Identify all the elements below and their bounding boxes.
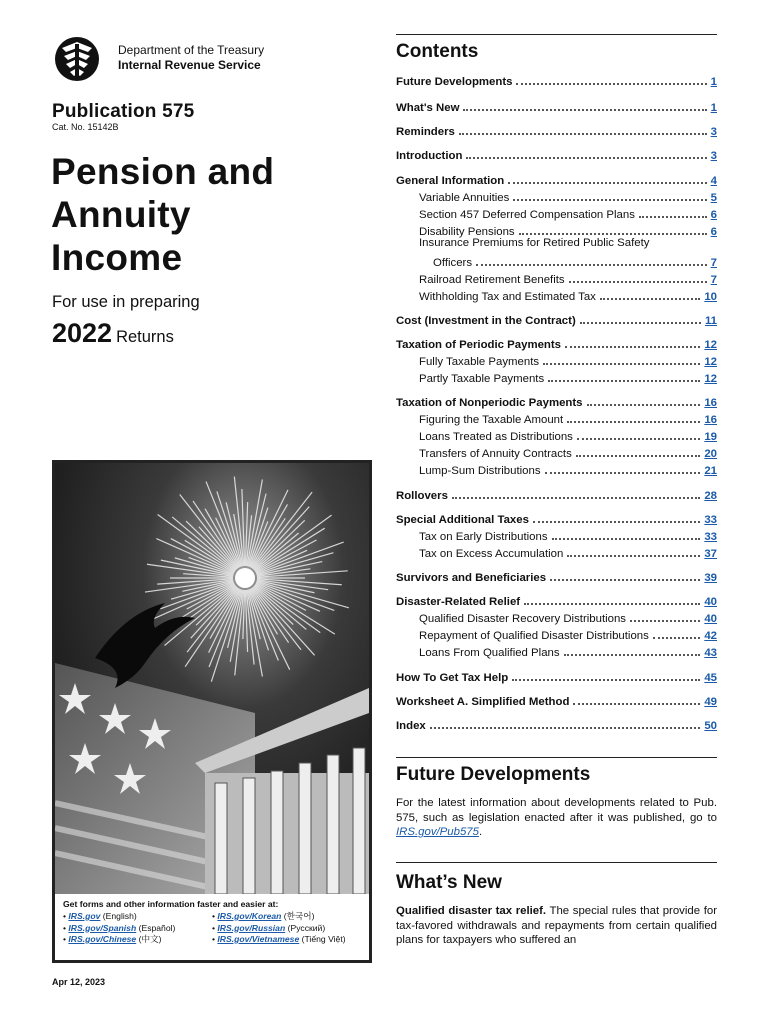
whats-new-heading: What’s New (396, 872, 502, 893)
dot-leader (459, 133, 707, 135)
toc-entry-label: General Information (396, 175, 508, 187)
toc-entry-label: Special Additional Taxes (396, 514, 533, 526)
toc-entry[interactable] (396, 444, 717, 460)
dot-leader (548, 380, 700, 382)
toc-entry-label: Loans From Qualified Plans (396, 647, 564, 659)
toc-page-link[interactable]: 5 (710, 192, 717, 204)
language-label: (Русский) (287, 922, 326, 933)
toc-entry-label: Insurance Premiums for Retired Public Safety (419, 237, 650, 249)
toc-entry-label: Repayment of Qualified Disaster Distributions (396, 630, 653, 642)
forms-link-item: • IRS.gov/Spanish (Español) (63, 922, 176, 933)
whats-new-lead: Qualified disaster tax relief. (396, 905, 547, 917)
toc-entry[interactable] (396, 410, 717, 426)
toc-page-link[interactable]: 37 (704, 548, 717, 560)
toc-entry[interactable] (396, 188, 717, 204)
dot-leader (508, 182, 706, 184)
toc-entry-label: Officers (396, 257, 476, 269)
toc-page-link[interactable]: 10 (704, 291, 717, 303)
dot-leader (430, 727, 701, 729)
year-value: 2022 (52, 318, 113, 348)
toc-page-link[interactable]: 40 (704, 613, 717, 625)
toc-entry[interactable] (396, 335, 717, 351)
toc-page-link[interactable]: 42 (704, 630, 717, 642)
toc-entry[interactable] (396, 592, 717, 608)
toc-page-link[interactable]: 12 (704, 373, 717, 385)
toc-page-link[interactable]: 40 (704, 596, 717, 608)
toc-entry[interactable] (396, 510, 717, 526)
dot-leader (587, 404, 701, 406)
dot-leader (552, 538, 701, 540)
toc-page-link[interactable]: 49 (704, 696, 717, 708)
toc-entry[interactable] (396, 287, 717, 303)
toc-entry-label: Survivors and Beneficiaries (396, 572, 550, 584)
forms-link-item: • IRS.gov (English) (63, 911, 137, 921)
toc-entry-label: Railroad Retirement Benefits (396, 274, 569, 286)
toc-entry-label: Reminders (396, 126, 459, 138)
irs-gov-link[interactable]: IRS.gov (68, 911, 101, 921)
irs-gov-spanish-link[interactable]: IRS.gov/Spanish (68, 922, 137, 933)
period: . (478, 826, 483, 839)
toc-page-link[interactable]: 7 (710, 257, 717, 269)
dot-leader (545, 472, 701, 474)
department-name: Department of the Treasury (118, 43, 265, 57)
toc-entry-label: Taxation of Periodic Payments (396, 339, 565, 351)
dot-leader (569, 281, 707, 283)
toc-entry[interactable] (396, 171, 717, 187)
toc-page-link[interactable]: 45 (704, 672, 717, 684)
toc-page-link[interactable]: 3 (710, 126, 717, 138)
toc-entry-label: Transfers of Annuity Contracts (396, 448, 576, 460)
toc-entry[interactable] (396, 393, 717, 409)
dot-leader (463, 109, 706, 111)
language-label: (Español) (138, 922, 176, 933)
toc-entry[interactable] (396, 544, 717, 560)
toc-entry[interactable] (396, 369, 717, 385)
toc-page-link[interactable]: 33 (704, 514, 717, 526)
forms-info-box (55, 894, 369, 960)
toc-page-link[interactable]: 39 (704, 572, 717, 584)
toc-page-link[interactable]: 4 (710, 175, 717, 187)
toc-entry-label: Worksheet A. Simplified Method (396, 696, 573, 708)
dot-leader (639, 216, 707, 218)
cover-illustration (52, 460, 372, 963)
dot-leader (576, 455, 701, 457)
dot-leader (567, 421, 700, 423)
dot-leader (550, 579, 700, 581)
dot-leader (564, 654, 701, 656)
dot-leader (466, 157, 706, 159)
tax-year (52, 318, 174, 349)
toc-page-link[interactable]: 19 (704, 431, 717, 443)
forms-heading: Get forms and other information faster and easier at: (63, 899, 279, 909)
dot-leader (580, 322, 701, 324)
divider (396, 757, 717, 758)
toc-entry[interactable] (396, 527, 717, 543)
dot-leader (524, 603, 700, 605)
forms-link-item: • IRS.gov/Vietnamese (Tiếng Việt) (212, 934, 346, 944)
toc-entry[interactable] (396, 98, 717, 114)
toc-entry-label: Figuring the Taxable Amount (396, 414, 567, 426)
toc-entry-label: Rollovers (396, 490, 452, 502)
toc-entry[interactable] (396, 222, 717, 238)
agency-name: Internal Revenue Service (118, 58, 261, 72)
dot-leader (565, 346, 700, 348)
toc-page-link[interactable]: 43 (704, 647, 717, 659)
toc-page-link[interactable]: 11 (704, 315, 717, 327)
pub575-link[interactable]: IRS.gov/Pub575 (396, 826, 479, 839)
toc-entry-label: Fully Taxable Payments (396, 356, 543, 368)
toc-entry-label: What's New (396, 102, 463, 114)
dot-leader (516, 83, 706, 85)
toc-entry-label: How To Get Tax Help (396, 672, 512, 684)
publication-title (51, 150, 274, 279)
catalog-number: Cat. No. 15142B (52, 122, 119, 132)
toc-entry[interactable] (396, 72, 717, 88)
toc-entry-label: Lump-Sum Distributions (396, 465, 545, 477)
dot-leader (600, 298, 700, 300)
toc-page-link[interactable]: 12 (704, 339, 717, 351)
toc-entry[interactable] (396, 626, 717, 642)
toc-page-link[interactable]: 6 (710, 226, 717, 238)
dot-leader (519, 233, 707, 235)
toc-page-link[interactable]: 7 (710, 274, 717, 286)
language-label: (한국어) (283, 911, 315, 921)
toc-entry-label: Disability Pensions (396, 226, 519, 238)
toc-page-link[interactable]: 1 (710, 102, 717, 114)
irs-gov-chinese-link[interactable]: IRS.gov/Chinese (68, 934, 137, 944)
language-label: (English) (102, 911, 137, 921)
dot-leader (476, 264, 707, 266)
revision-date: Apr 12, 2023 (52, 977, 106, 987)
department-heading (118, 43, 264, 73)
dot-leader (573, 703, 700, 705)
dot-leader (533, 521, 700, 523)
toc-entry-label: Taxation of Nonperiodic Payments (396, 397, 587, 409)
forms-link-item: • IRS.gov/Korean (한국어) (212, 911, 315, 921)
toc-entry-label: Tax on Early Distributions (396, 531, 552, 543)
irs-eagle-icon (52, 36, 102, 82)
irs-gov-korean-link[interactable]: IRS.gov/Korean (217, 911, 282, 921)
irs-gov-vietnamese-link[interactable]: IRS.gov/Vietnamese (217, 934, 300, 944)
for-use-text: For use in preparing (52, 293, 200, 311)
toc-page-link[interactable]: 12 (704, 356, 717, 368)
toc-entry[interactable] (396, 692, 717, 708)
forms-link-item: • IRS.gov/Chinese (中文) (63, 934, 162, 944)
toc-page-link[interactable]: 21 (704, 465, 717, 477)
toc-page-link[interactable]: 16 (704, 397, 717, 409)
whats-new-text (396, 904, 717, 948)
toc-page-link[interactable]: 16 (704, 414, 717, 426)
toc-entry[interactable] (396, 205, 717, 221)
toc-entry-label: Index (396, 720, 430, 732)
dot-leader (630, 620, 700, 622)
future-text: For the latest information about developments related to Pub. 575, such as legislation enacted after it was published, go to (396, 797, 717, 824)
dot-leader (512, 679, 700, 681)
toc-entry[interactable] (396, 609, 717, 625)
toc-entry-label: Disaster-Related Relief (396, 596, 524, 608)
dot-leader (543, 363, 700, 365)
divider (396, 862, 717, 863)
toc-entry[interactable] (396, 311, 717, 327)
toc-entry[interactable] (396, 461, 717, 477)
publication-number: Publication 575 (52, 101, 195, 122)
language-label: (Tiếng Việt) (301, 934, 346, 944)
divider (396, 34, 717, 35)
dot-leader (567, 555, 700, 557)
title-line: Pension and (51, 151, 275, 192)
toc-page-link[interactable]: 6 (710, 209, 717, 221)
toc-entry[interactable] (396, 270, 717, 286)
whats-new-body: The special rules that provide for tax-favored withdrawals and repayments from certain qualified plans for taxpayers who suffered an (396, 905, 717, 947)
toc-entry[interactable] (396, 668, 717, 684)
future-developments-text (396, 796, 717, 840)
toc-entry-label: Variable Annuities (396, 192, 513, 204)
toc-entry[interactable] (396, 486, 717, 502)
toc-page-link[interactable]: 20 (704, 448, 717, 460)
dot-leader (452, 497, 700, 499)
toc-entry[interactable] (396, 427, 717, 443)
title-line: Annuity (51, 194, 191, 235)
toc-page-link[interactable]: 3 (710, 150, 717, 162)
toc-entry[interactable] (396, 568, 717, 584)
toc-entry-label: Loans Treated as Distributions (396, 431, 577, 443)
toc-page-link[interactable]: 50 (704, 720, 717, 732)
toc-entry-label: Section 457 Deferred Compensation Plans (396, 209, 639, 221)
toc-entry-label: Withholding Tax and Estimated Tax (396, 291, 600, 303)
toc-page-link[interactable]: 28 (704, 490, 717, 502)
toc-entry[interactable] (396, 253, 717, 269)
forms-link-item: • IRS.gov/Russian (Русский) (212, 922, 326, 933)
toc-entry-label: Qualified Disaster Recovery Distributions (396, 613, 630, 625)
dot-leader (513, 199, 706, 201)
toc-page-link[interactable]: 1 (710, 76, 717, 88)
toc-entry-label: Future Developments (396, 76, 516, 88)
fireworks-capitol-illustration (55, 463, 369, 894)
toc-page-link[interactable]: 33 (704, 531, 717, 543)
dot-leader (577, 438, 700, 440)
toc-entry-label: Cost (Investment in the Contract) (396, 315, 580, 327)
returns-label: Returns (116, 328, 174, 346)
toc-entry-label: Tax on Excess Accumulation (396, 548, 567, 560)
dot-leader (653, 637, 701, 639)
toc-entry[interactable] (396, 352, 717, 368)
toc-entry[interactable] (396, 716, 717, 732)
language-label: (中文) (138, 934, 162, 944)
toc-entry[interactable] (396, 146, 717, 162)
toc-entry-label: Partly Taxable Payments (396, 373, 548, 385)
toc-entry[interactable] (396, 643, 717, 659)
irs-gov-russian-link[interactable]: IRS.gov/Russian (217, 922, 286, 933)
toc-entry[interactable] (396, 122, 717, 138)
toc-entry-label: Introduction (396, 150, 466, 162)
contents-heading: Contents (396, 41, 479, 62)
future-developments-heading: Future Developments (396, 764, 591, 785)
title-line: Income (51, 237, 183, 278)
